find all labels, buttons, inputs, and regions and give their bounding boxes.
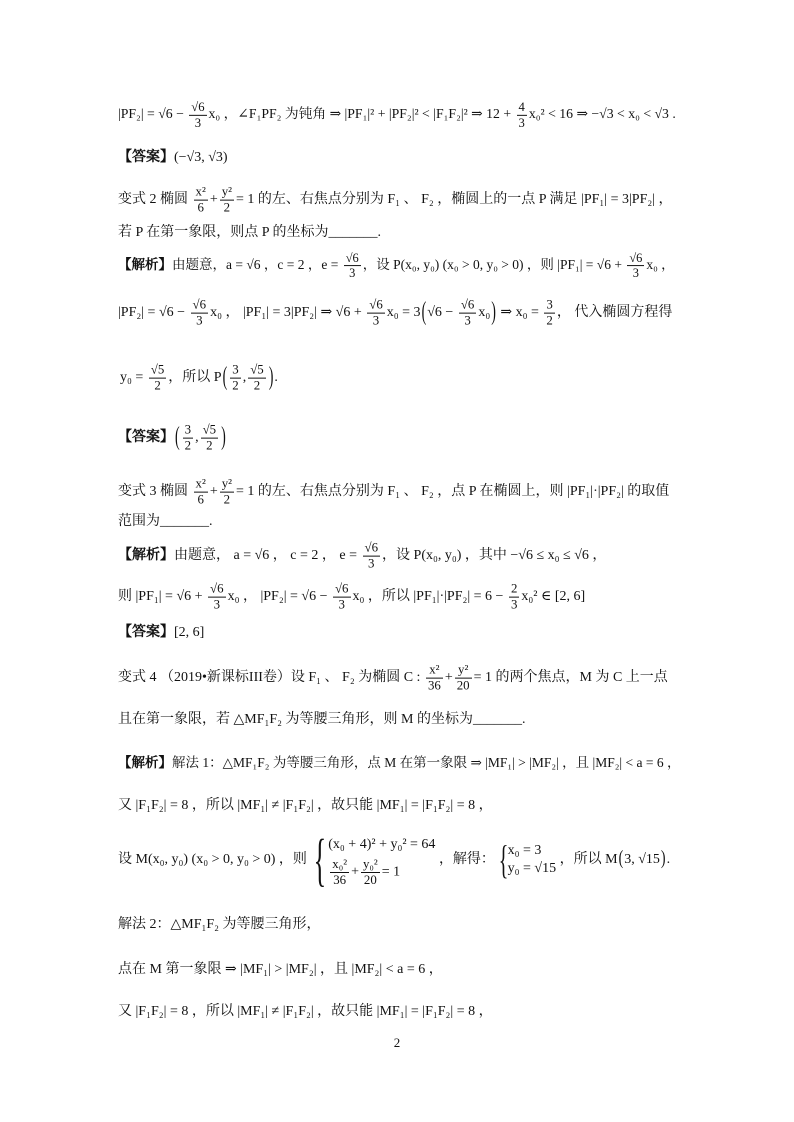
text-run: 变式 4 （2019•新课标III卷）设 F₁ 、 F₂ 为椭圆 C : <box>118 670 424 686</box>
text-run: 变式 3 椭圆 <box>118 484 192 500</box>
text-run: . <box>666 852 671 868</box>
equation-system <box>328 833 435 888</box>
text-run: x₀ ，所以 |PF₁|·|PF₂| = 6 − <box>352 589 507 605</box>
fraction-numerator: √5 <box>250 362 264 377</box>
fraction <box>330 857 349 888</box>
system-row: (x₀ + 4)² + y₀² = 64 <box>328 836 436 852</box>
text-run: + <box>209 192 218 208</box>
left-brace: { <box>499 837 509 882</box>
text-run: ，所以 M <box>556 852 618 868</box>
big-paren-close: ) <box>491 298 496 327</box>
left-brace: { <box>314 827 327 892</box>
fraction-denominator: 20 <box>456 678 470 693</box>
text-run: + <box>444 670 453 686</box>
solution-system <box>508 842 556 878</box>
line-02 <box>118 148 228 168</box>
fraction-denominator: 3 <box>510 597 518 612</box>
text-run: 又 |F₁F₂| = 8 ，所以 |MF₁| ≠ |F₁F₂| ，故只能 |MF₁| = |F₁F₂| = 8 ， <box>118 798 493 813</box>
line-11 <box>118 541 606 572</box>
text-run: x₀ ， |PF₁| = 3|PF₂| ⇒ √6 + <box>210 305 366 321</box>
fraction-numerator: √6 <box>460 297 475 312</box>
text-run: √6 − <box>427 305 457 321</box>
fraction <box>189 100 206 130</box>
fraction-numerator: y² <box>221 476 233 491</box>
fraction-numerator: x₀² <box>332 856 348 871</box>
text-run: 设 M(x₀, y₀) (x₀ > 0, y₀ > 0) ，则 <box>118 852 311 868</box>
text-run: = 1 的左、右焦点分别为 F₁ 、 F₂ ，点 P 在椭圆上，则 |PF₁|·|PF₂| 的取值 <box>236 484 670 500</box>
line-03 <box>118 185 673 216</box>
text-run: x₀ ， <box>646 257 675 273</box>
answer-label: 【答案】 <box>118 430 174 446</box>
text-run: ，解得： <box>435 852 499 868</box>
fraction <box>248 363 266 394</box>
text-run: 由题意，a = √6 ，c = 2 ，e = <box>172 257 342 273</box>
fraction-numerator: 3 <box>546 297 553 312</box>
big-paren-close: ) <box>660 849 666 871</box>
text-run: 解法 2：△MF₁F₂ 为等腰三角形， <box>118 917 321 932</box>
fraction-numerator: √6 <box>369 297 383 312</box>
fraction-numerator: √6 <box>334 581 349 596</box>
fraction <box>459 298 477 329</box>
line-12 <box>118 582 585 613</box>
text-run: x₀ ， |PF₂| = √6 − <box>227 589 331 605</box>
text-run: y₀ = <box>120 370 147 386</box>
text-run: ，设 P(x₀, y₀) (x₀ > 0, y₀ > 0) ，则 |PF₁| = √6 + <box>362 257 626 273</box>
text-run: 变式 2 椭圆 <box>118 192 192 208</box>
text-run: 又 |F₁F₂| = 8 ，所以 |MF₁| ≠ |F₁F₂| ，故只能 |MF₁| = |F₁F₂| = 8 ， <box>118 1004 493 1019</box>
fraction <box>220 477 234 508</box>
fraction-denominator: 36 <box>333 872 347 887</box>
text-run: x₀ ，∠F₁PF₂ 为钝角 ⇒ |PF₁|² + |PF₂|² < |F₁F₂|² ⇒ 12 + <box>208 106 515 122</box>
big-paren-close: ) <box>268 363 274 392</box>
text-run: |PF₂| = √6 − <box>118 305 189 321</box>
fraction-numerator: x² <box>426 663 443 679</box>
fraction-denominator: 2 <box>546 313 553 328</box>
big-paren-close: ) <box>221 423 226 452</box>
fraction-denominator: 3 <box>194 115 202 130</box>
text-run: 点在 M 第一象限 ⇒ |MF₁| > |MF₂| ，且 |MF₂| < a = 6 ， <box>118 962 443 977</box>
text-run: 且在第一象限，若 △MF₁F₂ 为等腰三角形，则 M 的坐标为_______. <box>118 712 526 727</box>
text-run: = 1 <box>381 864 401 880</box>
fraction-numerator: √6 <box>345 251 359 266</box>
fraction <box>230 363 240 394</box>
fraction-denominator: 3 <box>213 597 221 612</box>
fraction-numerator: x² <box>195 184 206 199</box>
fraction-numerator: 3 <box>232 362 239 377</box>
fraction <box>363 541 381 572</box>
line-08 <box>118 423 227 454</box>
fraction <box>361 857 380 888</box>
big-paren-open: ( <box>618 849 624 871</box>
text-run: x₀ <box>478 305 491 321</box>
analysis-label: 【解析】 <box>118 755 172 770</box>
fraction-denominator: 2 <box>223 492 231 507</box>
text-run: 范围为_______. <box>118 514 213 529</box>
fraction <box>509 582 519 613</box>
fraction-numerator: √6 <box>210 581 224 596</box>
text-run: 若 P 在第一象限，则点 P 的坐标为_______. <box>118 225 382 240</box>
text-run: ，所以 P <box>168 370 222 386</box>
fraction-numerator: y² <box>455 663 472 679</box>
fraction-numerator: x² <box>195 476 206 491</box>
text-run: x₀ = 3 <box>386 305 421 321</box>
big-paren-open: ( <box>421 298 427 327</box>
text-run: |PF₂| = √6 − <box>118 106 188 122</box>
system-row: x₀ = 3 <box>507 843 542 858</box>
line-19 <box>118 915 321 935</box>
fraction-denominator: 2 <box>206 438 213 453</box>
page-number: 2 <box>393 1035 401 1050</box>
fraction <box>344 251 361 281</box>
fraction-numerator: √6 <box>192 297 207 312</box>
line-07 <box>120 363 278 394</box>
fraction-numerator: √6 <box>364 540 379 555</box>
text-run: = 1 的两个焦点，M 为 C 上一点 <box>473 670 668 686</box>
big-paren-open: ( <box>222 363 228 392</box>
fraction <box>517 100 527 130</box>
fraction-denominator: 6 <box>197 200 204 215</box>
fraction <box>455 663 472 694</box>
line-09 <box>118 477 669 508</box>
text-run: 由题意， a = √6 ， c = 2 ， e = <box>174 548 361 564</box>
fraction-denominator: 3 <box>349 266 356 281</box>
text-run: + <box>209 484 218 500</box>
line-05 <box>118 251 675 281</box>
fraction-denominator: 3 <box>372 313 380 328</box>
fraction-numerator: √6 <box>629 251 643 266</box>
text-run: , <box>195 430 199 446</box>
fraction-denominator: 2 <box>253 378 261 393</box>
fraction <box>194 477 208 508</box>
fraction <box>208 582 226 613</box>
line-18 <box>118 827 671 892</box>
fraction <box>627 251 644 281</box>
fraction <box>220 185 234 216</box>
fraction-numerator: y₀² <box>362 856 378 871</box>
fraction-numerator: 2 <box>510 581 518 596</box>
line-01 <box>118 100 676 130</box>
line-15 <box>118 710 526 730</box>
fraction-denominator: 3 <box>518 115 525 130</box>
answer-label: 【答案】 <box>118 625 174 640</box>
fraction-denominator: 6 <box>197 492 204 507</box>
fraction-denominator: 3 <box>338 597 345 612</box>
text-run: 解法 1：△MF₁F₂ 为等腰三角形，点 M 在第一象限 ⇒ |MF₁| > |MF₂| ，且 |MF₂| < a = 6 ， <box>172 755 681 770</box>
text-run: ⇒ x₀ = <box>496 305 543 321</box>
fraction-denominator: 36 <box>427 678 441 693</box>
text-run: ， 代入椭圆方程得 <box>556 305 673 321</box>
analysis-label: 【解析】 <box>118 257 172 273</box>
fraction-numerator: √6 <box>191 99 205 114</box>
fraction-denominator: 3 <box>464 313 471 328</box>
fraction <box>183 423 193 454</box>
fraction-denominator: 3 <box>196 313 203 328</box>
fraction-numerator: 4 <box>518 99 525 114</box>
text-run: + <box>351 864 359 880</box>
text-run: x₀² < 16 ⇒ −√3 < x₀ < √3 . <box>528 106 676 122</box>
fraction-denominator: 20 <box>363 872 377 887</box>
big-paren-open: ( <box>175 423 180 452</box>
fraction <box>426 663 443 694</box>
fraction-denominator: 3 <box>632 266 639 281</box>
line-13 <box>118 623 204 643</box>
text-run: = 1 的左、右焦点分别为 F₁ 、 F₂ ，椭圆上的一点 P 满足 |PF₁| = 3|PF₂| ， <box>236 192 673 208</box>
fraction <box>544 298 554 329</box>
text-run: 则 |PF₁| = √6 + <box>118 589 207 605</box>
line-16 <box>118 753 680 773</box>
line-17 <box>118 796 493 816</box>
text-run: 3, √15 <box>624 852 660 868</box>
fraction-denominator: 2 <box>154 378 161 393</box>
fraction-numerator: 3 <box>184 422 192 437</box>
text-run: x₀² ∈ [2, 6] <box>521 589 586 605</box>
fraction-denominator: 2 <box>184 438 192 453</box>
text-run: . <box>274 370 278 386</box>
answer-value: [2, 6] <box>174 625 205 640</box>
fraction-numerator: √5 <box>150 362 165 377</box>
fraction-denominator: 2 <box>232 378 239 393</box>
text-run: ，设 P(x₀, y₀) ，其中 −√6 ≤ x₀ ≤ √6 ， <box>382 548 607 564</box>
fraction <box>149 363 167 394</box>
line-06 <box>118 298 672 329</box>
fraction <box>191 298 209 329</box>
line-20 <box>118 960 443 980</box>
text-run: , <box>242 370 247 386</box>
fraction-numerator: √5 <box>202 422 217 437</box>
fraction <box>194 185 208 216</box>
analysis-label: 【解析】 <box>118 548 174 564</box>
fraction <box>367 298 385 329</box>
line-21 <box>118 1002 493 1022</box>
line-10 <box>118 512 213 532</box>
fraction-numerator: y² <box>221 184 233 199</box>
system-row <box>328 857 435 888</box>
fraction-denominator: 2 <box>223 200 231 215</box>
answer-value: (−√3, √3) <box>174 150 228 165</box>
fraction-denominator: 3 <box>368 556 375 571</box>
answer-label: 【答案】 <box>118 150 174 165</box>
fraction <box>333 582 351 613</box>
system-row: y₀ = √15 <box>507 861 557 876</box>
line-14 <box>118 663 668 694</box>
fraction <box>201 423 219 454</box>
line-04 <box>118 223 381 243</box>
